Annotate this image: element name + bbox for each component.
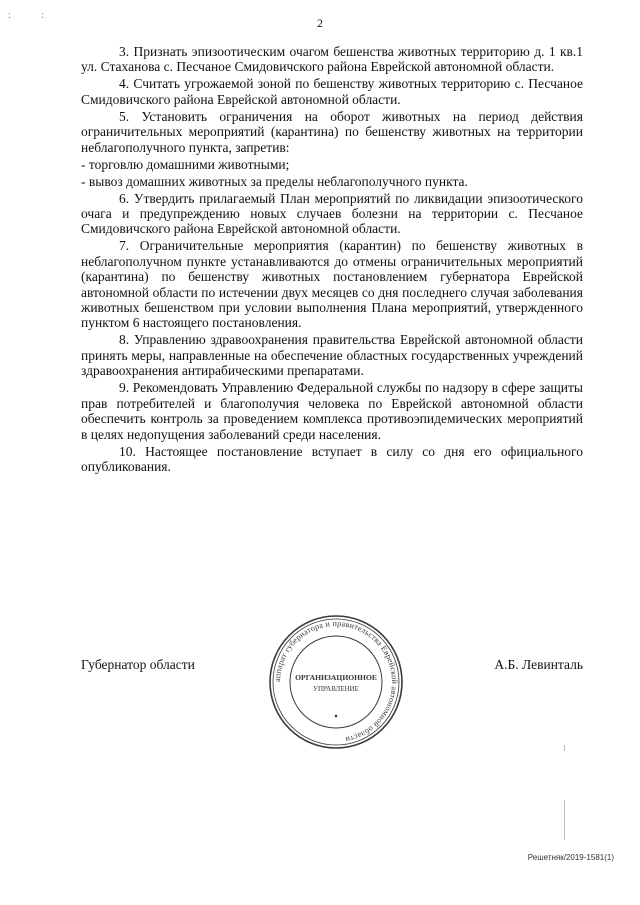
paragraph-8: 8. Управлению здравоохранения правительства Еврейской автономной области принять меры, направленные на обеспечение областных государственных учреждений здравоохранения антирабическими препаратами. — [81, 332, 583, 379]
document-reference: Решетняк/2019-1581(1) — [527, 853, 614, 862]
official-seal-stamp — [266, 612, 406, 752]
list-item: - торговлю домашними животными; — [81, 156, 290, 172]
signatory-title: Губернатор области — [81, 657, 195, 672]
list-item: - вывоз домашних животных за пределы неблагополучного пункта. — [81, 173, 468, 189]
paragraph-10: 10. Настоящее постановление вступает в силу со дня его официального опубликования. — [81, 443, 583, 474]
paragraph-6: 6. Утвердить прилагаемый План мероприятий по ликвидации эпизоотического очага и предупреждению новых случаев болезни на территории с. Песчаное Смидовичского района Еврейской автономной области. — [81, 190, 583, 237]
margin-marks: : : — [8, 10, 59, 21]
stamp-inner-line1: ОРГАНИЗАЦИОННОЕ — [295, 673, 377, 682]
paragraph-9: 9. Рекомендовать Управлению Федеральной службы по надзору в сфере защиты прав потребителей и благополучия человека по Еврейской автономной области обеспечить контроль за проведением комплекса противоэпидемических мероприятий в целях недопущения заболеваний среди населения. — [81, 380, 583, 442]
stamp-inner-line2: УПРАВЛЕНИЕ — [313, 685, 359, 693]
margin-mark — [564, 800, 565, 840]
document-body — [81, 44, 583, 476]
signatory-name: А.Б. Левинталь — [494, 657, 583, 672]
paragraph-4: 4. Считать угрожаемой зоной по бешенству животных территорию с. Песчаное Смидовичского района Еврейской автономной области. — [81, 76, 583, 107]
margin-mark — [564, 745, 565, 751]
paragraph-7: 7. Ограничительные мероприятия (карантин) по бешенству животных в неблагополучном пункте устанавливаются до отмены ограничительных мероприятий (карантина) по бешенству животных постановлением губернатора Еврейской автономной области по истечении двух месяцев со дня последнего случая заболевания животных бешенством при условии выполнения Плана мероприятий, утвержденного пунктом 6 настоящего постановления. — [81, 238, 583, 331]
paragraph-3: 3. Признать эпизоотическим очагом бешенства животных территорию д. 1 кв.1 ул. Стаханова с. Песчаное Смидовичского района Еврейской автономной области. — [81, 44, 583, 75]
stamp-outer-text: аппарат губернатора и правительства Еврейской автономной области — [272, 618, 400, 745]
page-number: 2 — [317, 16, 323, 30]
paragraph-5: 5. Установить ограничения на оборот животных на период действия ограничительных мероприятий (карантина) по бешенству животных на территории неблагополучного пункта, запретив: — [81, 108, 583, 155]
